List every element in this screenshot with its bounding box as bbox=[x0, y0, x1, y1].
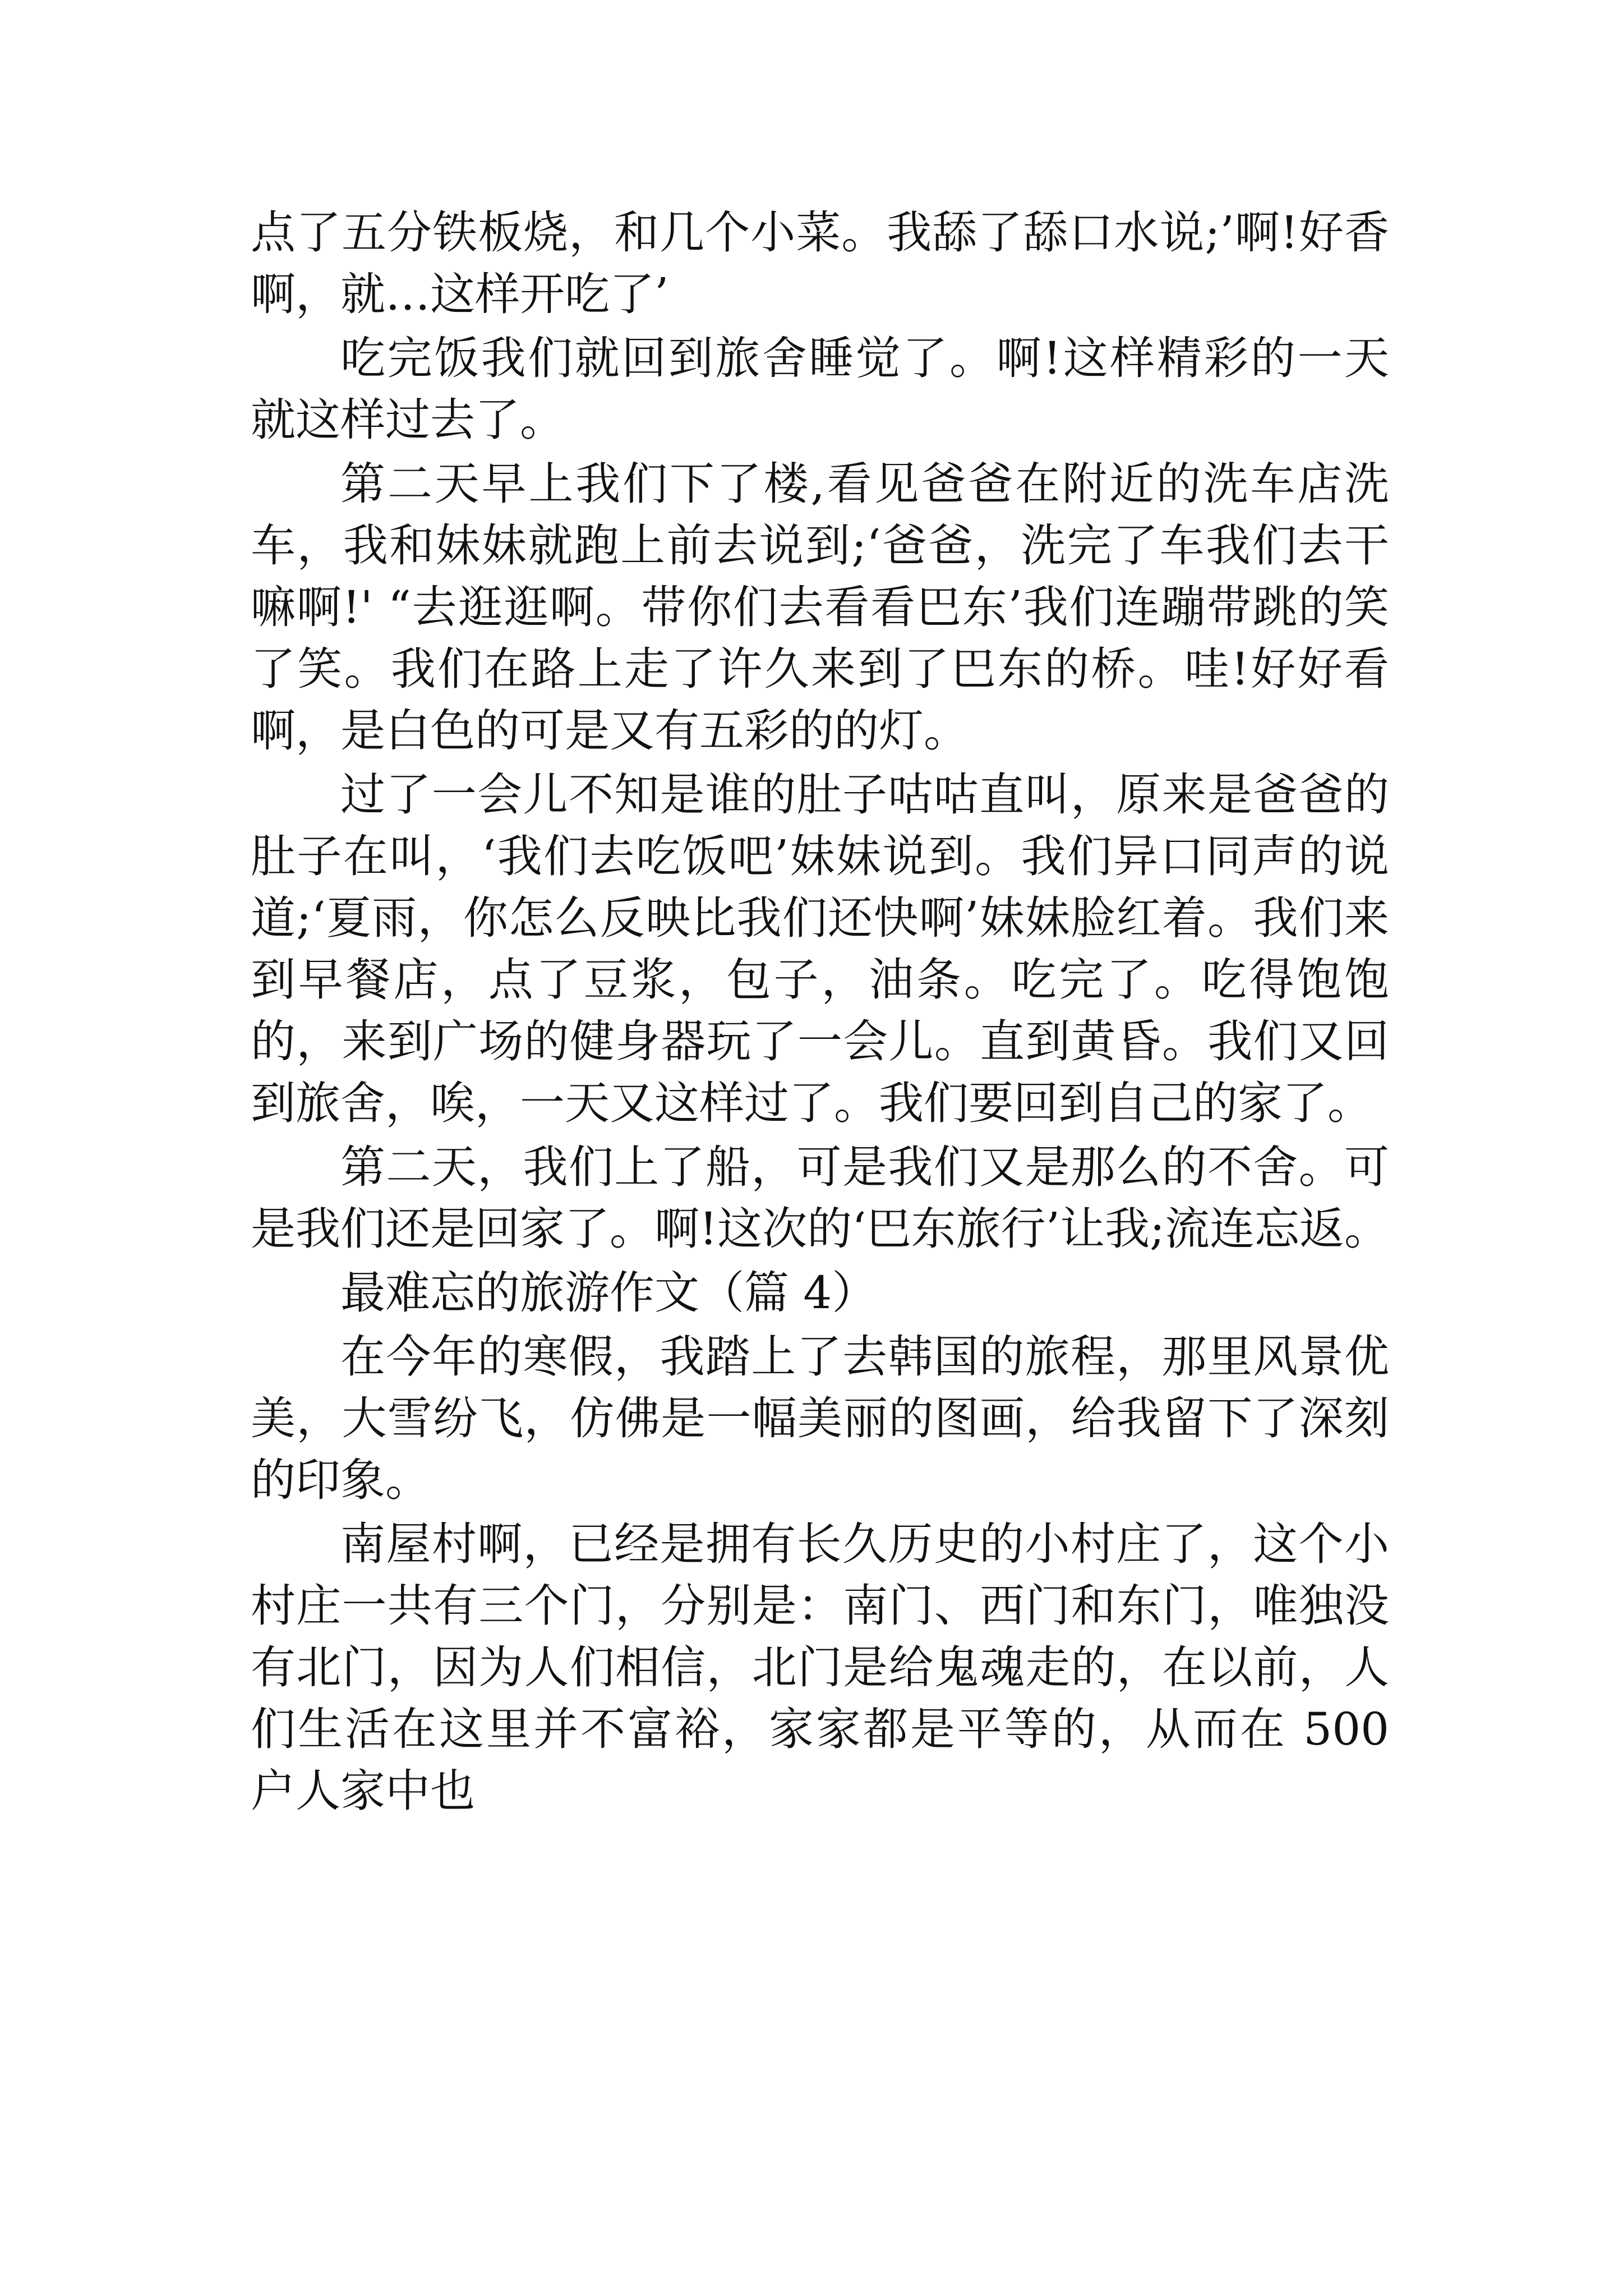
document-body bbox=[251, 202, 1389, 1824]
section-heading: 最难忘的旅游作文（篇 4） bbox=[340, 1267, 877, 1319]
paragraph-4: 过了一会儿不知是谁的肚子咕咕直叫，原来是爸爸的肚子在叫，‘我们去吃饭吧’妹妹说到。我们异口同声的说道;‘夏雨，你怎么反映比我们还快啊’妹妹脸红着。我们来到早餐店，点了豆浆，包子，油条。吃完了。吃得饱饱的，来到广场的健身器玩了一会儿。直到黄昏。我们又回到旅舍，唉，一天又这样过了。我们要回到自己的家了。 bbox=[251, 769, 1389, 1129]
paragraph-2: 吃完饭我们就回到旅舍睡觉了。啊!这样精彩的一天就这样过去了。 bbox=[251, 332, 1389, 446]
paragraph-7: 南屋村啊，已经是拥有长久历史的小村庄了，这个小村庄一共有三个门，分别是：南门、西门和东门，唯独没有北门，因为人们相信，北门是给鬼魂走的，在以前，人们生活在这里并不富裕，家家都是平等的，从而在 500 户人家中也 bbox=[251, 1518, 1389, 1817]
paragraph-5: 第二天，我们上了船，可是我们又是那么的不舍。可是我们还是回家了。啊!这次的‘巴东旅行’让我;流连忘返。 bbox=[251, 1141, 1389, 1255]
paragraph-6: 在今年的寒假，我踏上了去韩国的旅程，那里风景优美，大雪纷飞，仿佛是一幅美丽的图画，给我留下了深刻的印象。 bbox=[251, 1331, 1389, 1506]
paragraph-3: 第二天早上我们下了楼,看见爸爸在附近的洗车店洗车，我和妹妹就跑上前去说到;‘爸爸，洗完了车我们去干嘛啊!' “去逛逛啊。带你们去看看巴东’我们连蹦带跳的笑了笑。我们在路上走了许久来到了巴东的桥。哇!好好看啊，是白色的可是又有五彩的的灯。 bbox=[251, 458, 1389, 757]
paragraph-1: 点了五分铁板烧，和几个小菜。我舔了舔口水说;’啊!好香啊，就…这样开吃了’ bbox=[251, 206, 1389, 320]
